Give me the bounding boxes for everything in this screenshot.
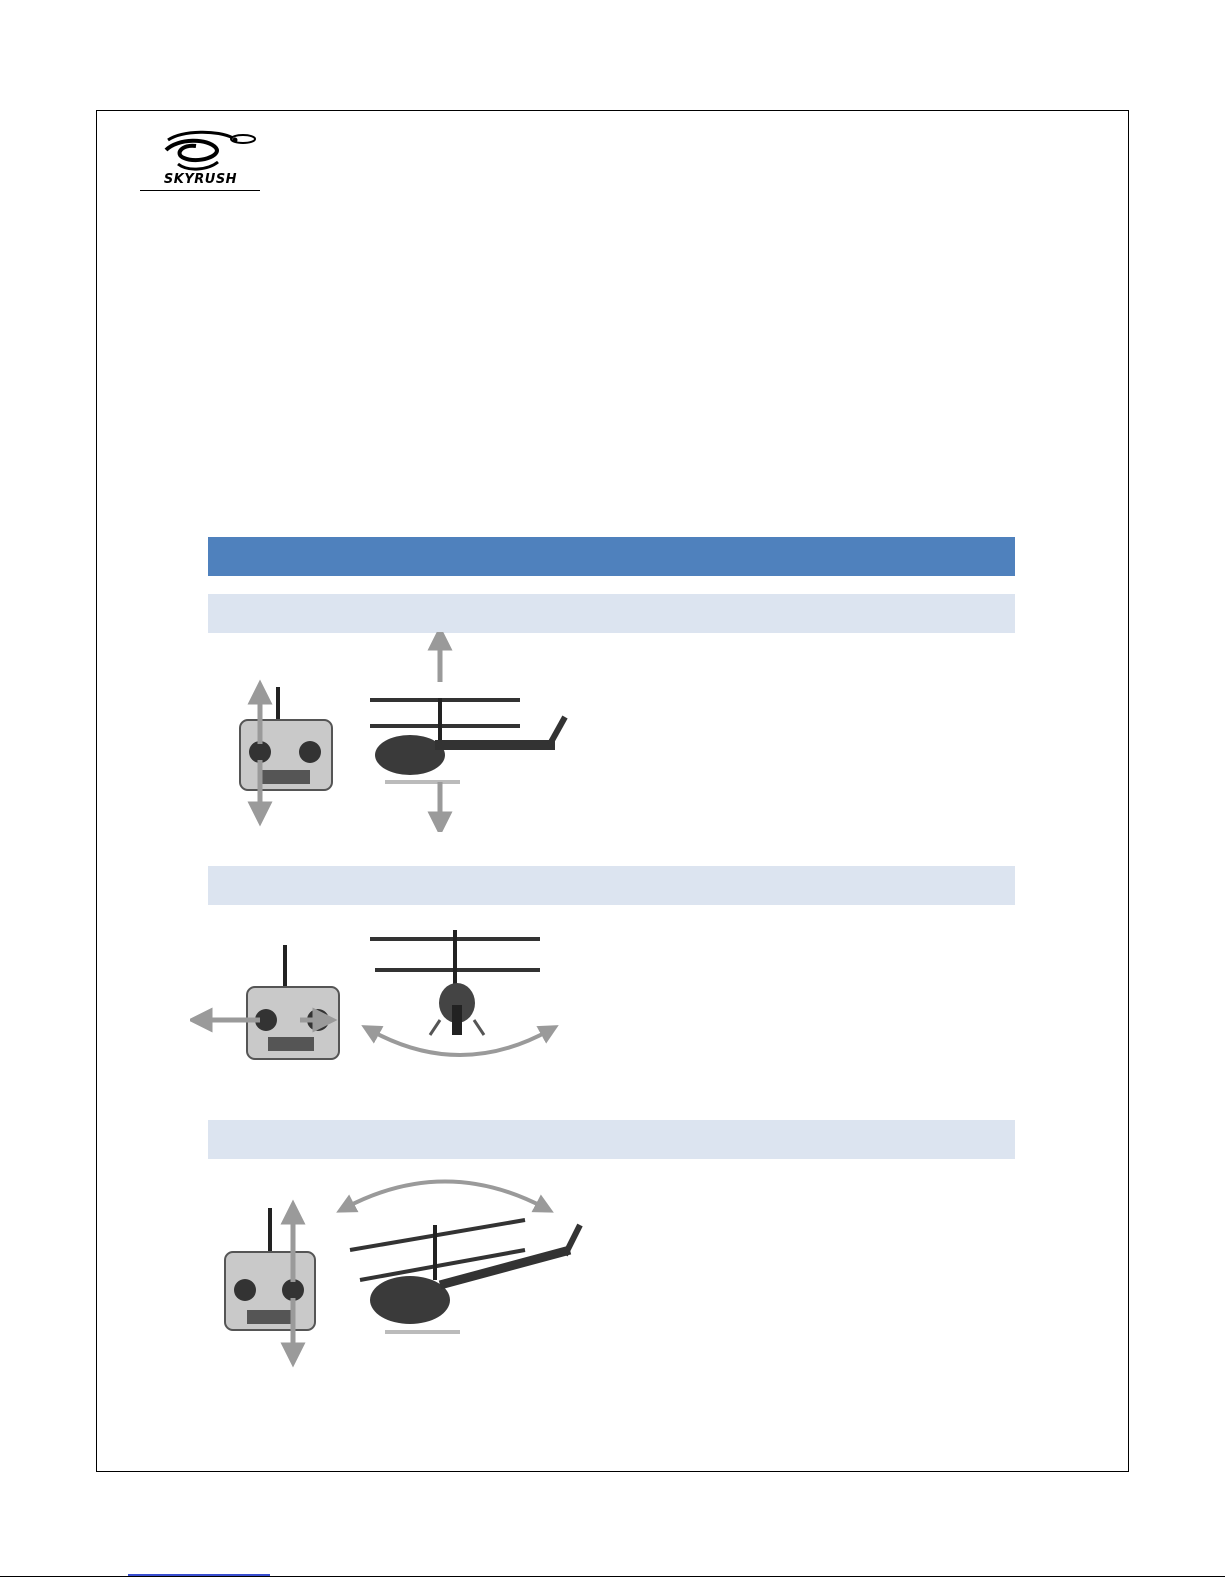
- helicopter-tilted-icon: [350, 1220, 580, 1332]
- throttle-control-figure: [220, 632, 590, 832]
- subsection-bar-rudder: [208, 866, 1015, 905]
- subsection-bar-elevator: [208, 1120, 1015, 1159]
- helicopter-swirl-icon: [138, 130, 263, 174]
- footer-link-underline[interactable]: [128, 1574, 270, 1576]
- rudder-control-figure: [190, 925, 590, 1105]
- logo-text: SKYRUSH: [163, 172, 238, 187]
- transmitter-icon: [225, 1208, 315, 1330]
- helicopter-front-icon: [370, 930, 540, 1035]
- transmitter-icon: [247, 945, 339, 1059]
- section-header-bar: [208, 537, 1015, 576]
- footer-rule: [0, 1576, 1225, 1577]
- skyrush-logo: [138, 130, 263, 196]
- logo-underline: [140, 190, 260, 191]
- helicopter-side-icon: [370, 698, 565, 782]
- subsection-bar-throttle: [208, 594, 1015, 633]
- transmitter-icon: [240, 687, 332, 790]
- elevator-control-figure: [215, 1170, 615, 1375]
